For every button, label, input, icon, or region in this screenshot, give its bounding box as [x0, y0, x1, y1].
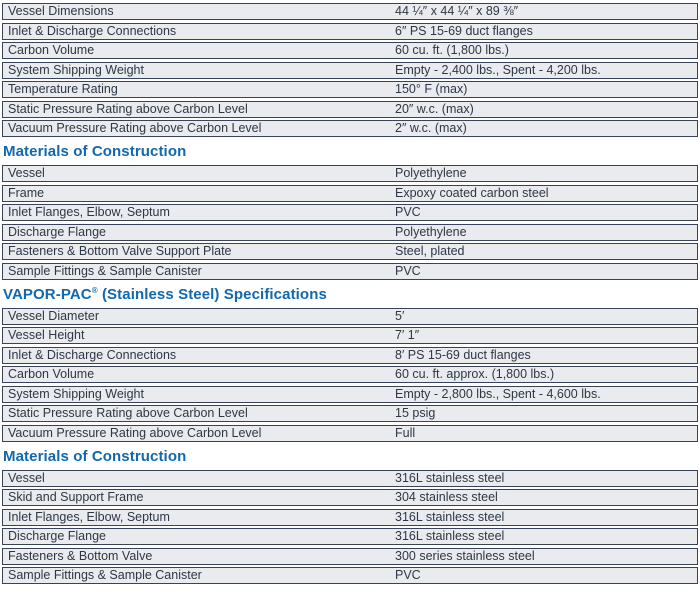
table-row — [2, 120, 698, 137]
table-stainless-steel-specifications — [2, 308, 698, 442]
row-label: Sample Fittings & Sample Canister — [8, 568, 202, 582]
table-row — [2, 509, 698, 526]
row-label: Vessel Diameter — [8, 308, 100, 323]
row-value: 15 psig — [395, 406, 436, 420]
heading-materials-of-construction-1: Materials of Construction — [3, 143, 187, 160]
table-row — [2, 366, 698, 383]
row-value: PVC — [395, 205, 421, 219]
row-value: Expoxy coated carbon steel — [395, 185, 549, 200]
row-value: 44 ¼″ x 44 ¼″ x 89 ⅜″ — [395, 4, 519, 18]
table-row — [2, 405, 698, 422]
row-value: Polyethylene — [395, 166, 467, 180]
row-value: 300 series stainless steel — [395, 548, 535, 563]
row-value: 316L stainless steel — [395, 470, 505, 485]
table-materials-of-construction-1 — [2, 165, 698, 280]
row-label: Inlet & Discharge Connections — [8, 347, 177, 362]
table-row — [2, 62, 698, 79]
row-value: PVC — [395, 263, 421, 278]
row-value: PVC — [395, 568, 421, 582]
table-row — [2, 386, 698, 403]
table-materials-of-construction-2 — [2, 470, 698, 585]
table-row — [2, 425, 698, 442]
table-row — [2, 224, 698, 241]
row-value: 316L stainless steel — [395, 529, 505, 543]
table-row — [2, 3, 698, 20]
table-row — [2, 204, 698, 221]
row-value: 2″ w.c. (max) — [395, 121, 467, 135]
heading-materials-of-construction-2: Materials of Construction — [3, 447, 187, 465]
row-value: 8′ PS 15-69 duct flanges — [395, 347, 531, 362]
table-row — [2, 308, 698, 325]
table-polyethylene-specifications — [2, 3, 698, 137]
table-row — [2, 347, 698, 364]
table-row — [2, 263, 698, 280]
row-label: Discharge Flange — [8, 224, 106, 239]
row-label: Temperature Rating — [8, 82, 118, 96]
row-label: Vessel Dimensions — [8, 4, 114, 18]
row-value: Empty - 2,800 lbs., Spent - 4,600 lbs. — [395, 386, 601, 401]
table-row — [2, 23, 698, 40]
row-label: Fasteners & Bottom Valve Support Plate — [8, 244, 232, 258]
row-value: 60 cu. ft. approx. (1,800 lbs.) — [395, 367, 555, 381]
table-row — [2, 567, 698, 584]
table-row — [2, 327, 698, 344]
table-row — [2, 548, 698, 565]
row-label: Carbon Volume — [8, 367, 95, 381]
row-value: Steel, plated — [395, 244, 465, 258]
row-value: Full — [395, 425, 416, 440]
row-label: Frame — [8, 185, 45, 200]
row-value: 304 stainless steel — [395, 490, 498, 504]
heading-rest: (Stainless Steel) Specifications — [97, 285, 327, 303]
row-label: Vessel — [8, 166, 45, 180]
row-value: Polyethylene — [395, 224, 467, 239]
row-label: Vacuum Pressure Rating above Carbon Level — [8, 121, 262, 135]
row-label: Inlet & Discharge Connections — [8, 23, 177, 38]
table-row — [2, 243, 698, 260]
row-label: Vacuum Pressure Rating above Carbon Level — [8, 425, 262, 440]
row-label: Static Pressure Rating above Carbon Level — [8, 101, 248, 116]
row-value: 5′ — [395, 308, 405, 323]
row-label: System Shipping Weight — [8, 62, 144, 77]
row-label: Static Pressure Rating above Carbon Level — [8, 406, 248, 420]
row-label: Carbon Volume — [8, 43, 95, 57]
table-row — [2, 489, 698, 506]
row-value: 6″ PS 15-69 duct flanges — [395, 23, 533, 38]
row-label: Vessel — [8, 470, 45, 485]
row-label: Vessel Height — [8, 328, 85, 342]
row-value: 150° F (max) — [395, 82, 468, 96]
table-row — [2, 185, 698, 202]
table-row — [2, 528, 698, 545]
table-row — [2, 81, 698, 98]
row-value: 316L stainless steel — [395, 509, 505, 524]
row-label: Skid and Support Frame — [8, 490, 144, 504]
row-label: Inlet Flanges, Elbow, Septum — [8, 509, 170, 524]
table-row — [2, 42, 698, 59]
row-value: Empty - 2,400 lbs., Spent - 4,200 lbs. — [395, 62, 601, 77]
row-label: Fasteners & Bottom Valve — [8, 548, 153, 563]
row-label: Sample Fittings & Sample Canister — [8, 263, 202, 278]
brand-name: VAPOR-PAC — [3, 285, 92, 303]
row-value: 7′ 1″ — [395, 328, 420, 342]
row-label: Inlet Flanges, Elbow, Septum — [8, 205, 170, 219]
table-row — [2, 470, 698, 487]
row-label: System Shipping Weight — [8, 386, 144, 401]
heading-vapor-pac-stainless-specifications — [3, 286, 698, 303]
row-value: 60 cu. ft. (1,800 lbs.) — [395, 43, 509, 57]
row-label: Discharge Flange — [8, 529, 106, 543]
registered-trademark-symbol: ® — [91, 285, 98, 295]
row-value: 20″ w.c. (max) — [395, 101, 474, 116]
table-row — [2, 101, 698, 118]
table-row — [2, 165, 698, 182]
